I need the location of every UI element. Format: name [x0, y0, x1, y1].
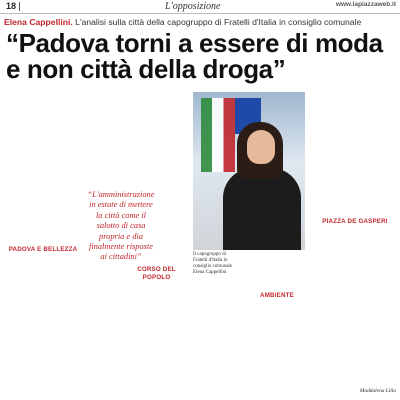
article-photo — [193, 92, 305, 250]
site-url: www.lapiazzaweb.it — [335, 1, 396, 8]
subhead-padova-bellezza: PADOVA E BELLEZZA — [8, 246, 78, 253]
page-header — [0, 0, 400, 12]
article-headline — [6, 30, 398, 82]
headline-line-1: “Padova torni a essere di moda — [6, 28, 383, 58]
kicker-text: L'analisi sulla città della capogruppo di Fratelli d'Italia in consiglio comunale — [72, 17, 362, 27]
article-column-4 — [244, 252, 310, 396]
photo-caption: Il capogruppo di Fratelli d'Italia in consiglio comunale Elena Cappellini — [193, 252, 233, 275]
headline-line-2: e non città della droga” — [6, 54, 286, 84]
photo-subject-body — [223, 168, 301, 250]
pull-quote: “L'amministrazione in estate di mettere la città come il salotto di casa propria e dia finalmente risposte ai cittadini” — [87, 190, 155, 262]
header-divider — [19, 2, 20, 11]
header-rule — [0, 13, 400, 14]
article-column-3 — [124, 90, 189, 396]
photo-subject-face — [247, 130, 275, 164]
kicker-name: Elena Cappellini. — [4, 17, 73, 27]
page-number: 18 — [6, 1, 17, 11]
article-column-1 — [4, 90, 82, 396]
article-column-5 — [314, 90, 396, 396]
subhead-corso-popolo: CORSO DEL POPOLO — [137, 266, 176, 281]
article-kicker — [4, 16, 396, 28]
subhead-ambiente: AMBIENTE — [260, 292, 294, 299]
italian-flag — [201, 98, 235, 172]
author-signature: Maddalena Lilla — [359, 388, 396, 394]
subhead-piazza-de-gasperi: PIAZZA DE GASPERI — [322, 218, 388, 225]
section-title: L'opposizione — [165, 0, 221, 12]
